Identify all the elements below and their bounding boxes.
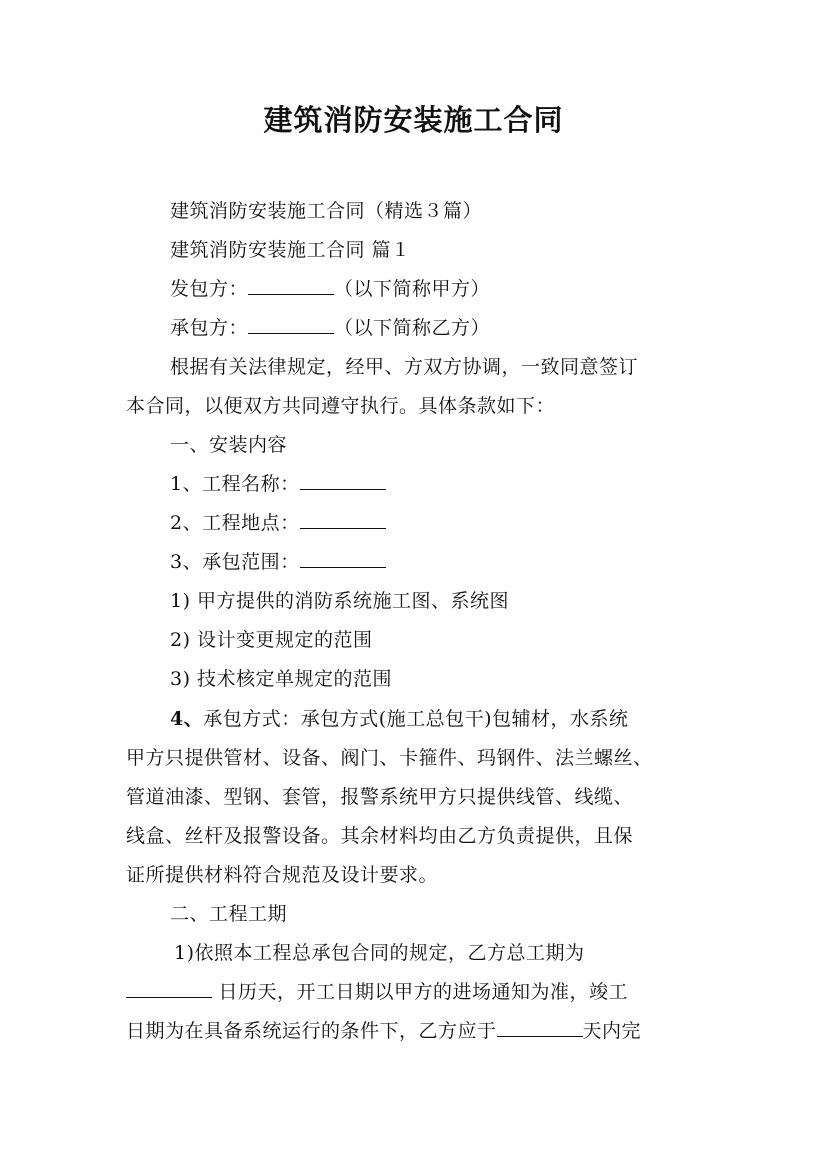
clause-text: 承包方式：承包方式(施工总包干)包辅材，水系统	[203, 708, 629, 730]
contractor-label: 承包方：	[170, 317, 249, 339]
employer-line	[170, 275, 760, 303]
scope-line	[170, 548, 760, 576]
section-heading-line: 建筑消防安装施工合同 篇１	[170, 239, 411, 261]
scope-item: 1) 甲方提供的消防系统施工图、系统图	[170, 590, 510, 612]
project-site-label: 2、工程地点：	[170, 512, 300, 534]
paragraph-line	[126, 1017, 716, 1045]
scope-blank	[300, 548, 386, 568]
document-title: 建筑消防安装施工合同	[263, 103, 564, 137]
paragraph-line: 根据有关法律规定，经甲、方双方协调，一致同意签订	[170, 356, 639, 378]
paragraph-line: 1)依照本工程总承包合同的规定，乙方总工期为	[174, 942, 585, 964]
paragraph-line: 本合同，以便双方共同遵守执行。具体条款如下：	[126, 395, 556, 417]
completion-text-end: 天内完	[582, 1020, 642, 1042]
contractor-blank	[248, 314, 334, 334]
project-site-line	[170, 509, 760, 537]
paragraph-line: 证所提供材料符合规范及设计要求。	[126, 864, 439, 886]
project-name-label: 1、工程名称：	[170, 473, 300, 495]
contractor-line	[170, 314, 760, 342]
clause-heading-schedule: 二、工程工期	[170, 903, 288, 925]
subtitle-line: 建筑消防安装施工合同（精选３篇）	[170, 200, 483, 222]
employer-label: 发包方：	[170, 278, 249, 300]
scope-item: 2) 设计变更规定的范围	[170, 629, 373, 651]
duration-text: 日历天，开工日期以甲方的进场通知为准，竣工	[212, 981, 629, 1003]
paragraph-line	[170, 705, 760, 733]
project-site-blank	[300, 509, 386, 529]
completion-blank	[497, 1017, 583, 1037]
paragraph-line: 甲方只提供管材、设备、阀门、卡箍件、玛钢件、法兰螺丝、	[126, 747, 653, 769]
employer-note: （以下简称甲方）	[334, 278, 491, 300]
employer-blank	[248, 275, 334, 295]
duration-blank	[126, 978, 212, 998]
paragraph-line: 管道油漆、型钢、套管，报警系统甲方只提供线管、线缆、	[126, 786, 634, 808]
paragraph-line: 线盒、丝杆及报警设备。其余材料均由乙方负责提供，且保	[126, 825, 634, 847]
scope-item: 3) 技术核定单规定的范围	[170, 668, 393, 690]
clause-number: 4、	[170, 708, 204, 730]
completion-text: 日期为在具备系统运行的条件下，乙方应于	[126, 1020, 497, 1042]
project-name-blank	[300, 470, 386, 490]
clause-heading-install: 一、安装内容	[170, 434, 288, 456]
scope-label: 3、承包范围：	[170, 551, 300, 573]
project-name-line	[170, 470, 760, 498]
contractor-note: （以下简称乙方）	[334, 317, 491, 339]
paragraph-line	[126, 978, 716, 1006]
